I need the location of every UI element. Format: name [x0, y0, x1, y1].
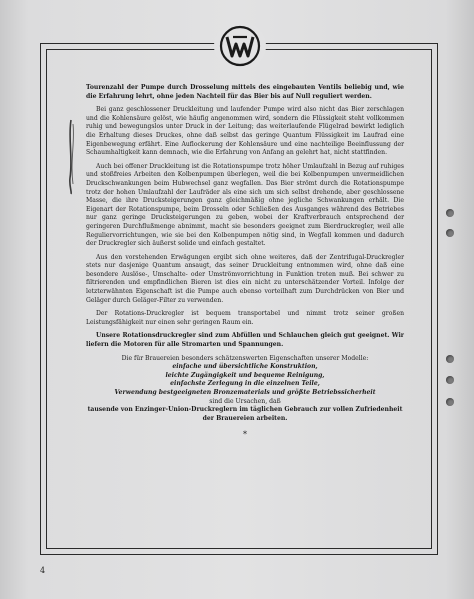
closing-line: sind die Ursachen, daß	[209, 397, 281, 405]
page-number: 4	[40, 566, 46, 575]
paragraph-considerations: Aus den vorstehenden Erwägungen ergibt sich ohne weiteres, daß der Zentrifugal-Druckregler stets nur dasjenige Quantum ansaugt, das seiner Druckleitung entnommen wird, ohne daß eine besondere Auslöse-, Umschalte- oder Umströmvorrichtung in Funktion treten muß. Bei schwer zu filtrierenden und empfindlichen Bieren ist dies ein nicht zu unterschätzender Vorteil. Infolge der letzterwähnten Eigenschaft ist die Pumpe auch ebenso vorteilhaft zum Durchdrücken von Bier und Geläger durch Geläger-Filter zu verwenden.	[86, 253, 404, 304]
wel-logo-icon	[214, 22, 266, 70]
body-text	[86, 84, 404, 440]
paragraph-closed-line: Bei ganz geschlossener Druckleitung und laufender Pumpe wird also nicht das Bier zerschlagen und die Kohlensäure gelöst, wie häufig angenommen wird, sondern die Flüssigkeit steht vollkommen ruhig und bewegungslos unter Druck in der Leitung; das weiterlaufende Flügelrad bewirkt lediglich die Erhaltung dieses Druckes, ohne daß selbst das geringe Quantum Flüssigkeit im Laufrad eine Eigenbewegung erfährt. Eine Auflockerung der Kohlensäure und eine nachteilige Beeinflussung der Schaumhaltigkeit kann demnach, wie die Erfahrung von Anfang an gelehrt hat, nicht stattfinden.	[86, 106, 404, 157]
punch-hole	[446, 355, 454, 363]
feature-item: einfachste Zerlegung in die einzelnen Teile,	[170, 380, 320, 388]
pen-mark	[64, 118, 78, 196]
feature-item: leichte Zugängigkeit und bequeme Reinigung,	[165, 371, 325, 379]
punch-hole	[446, 229, 454, 237]
punch-hole	[446, 209, 454, 217]
paragraph-portable: Der Rotations-Druckregler ist bequem transportabel und nimmt trotz seiner großen Leistungsfähigkeit nur einen sehr geringen Raum ein.	[86, 310, 404, 326]
paragraph-properties-intro: Die für Brauereien besonders schätzenswerten Eigenschaften unserer Modelle:	[121, 354, 369, 362]
paragraph-open-line: Auch bei offener Druckleitung ist die Rotationspumpe trotz höher Umlaufzahl in Bezug auf ruhiges und stoßfreies Arbeiten den Kolbenpumpen überlegen, weil die bei Kolbenpumpen unvermeidlichen Druckschwankungen beim Hubwechsel ganz wegfallen. Das Bier strömt durch die Rotationspumpe trotz der hohen Umlaufzahl der Laufräder als eine sich um sich selbst drehende, aber geschlossene Masse, die ihre Drucksteigerungen ganz gleichmäßig ohne jegliche Schwankungen erhält. Die Eigenart der Rotationspumpe, beim Drosseln oder Schließen des Ausganges während des Betriebes nur ganz geringe Drucksteigerungen zu geben, wobei der Kraftverbrauch entsprechend der geringeren Durchflußmenge abnimmt, macht sie besonders geeignet zum Bierdruckregler, weil alle Reguliervorrichtungen, wie sie bei den Kolbenpumpen nötig sind, in Wegfall kommen und dadurch der Druckregler sich äußerst solide und einfach gestaltet.	[86, 162, 404, 248]
paragraph-suitability: Unsere Rotationsdruckregler sind zum Abfüllen und Schlauchen gleich gut geeignet. Wir liefern die Motoren für alle Stromarten und Spannungen.	[86, 332, 404, 349]
feature-item: einfache und übersichtliche Konstruktion,	[172, 363, 318, 371]
punch-hole	[446, 376, 454, 384]
punch-hole	[446, 398, 454, 406]
feature-item: Verwendung bestgeeigneten Bronzematerials und größte Betriebssicherheit	[114, 389, 376, 396]
paragraph-intro: Tourenzahl der Pumpe durch Drosselung mittels des eingebauten Ventils beliebig und, wie die Erfahrung lehrt, ohne jeden Nachteil für das Bier bis auf Null reguliert werden.	[86, 84, 404, 100]
closing-statement: tausende von Enzinger-Union-Druckreglern im täglichen Gebrauch zur vollen Zufriedenheit der Brauereien arbeiten.	[87, 406, 403, 422]
end-mark: *	[243, 430, 247, 440]
